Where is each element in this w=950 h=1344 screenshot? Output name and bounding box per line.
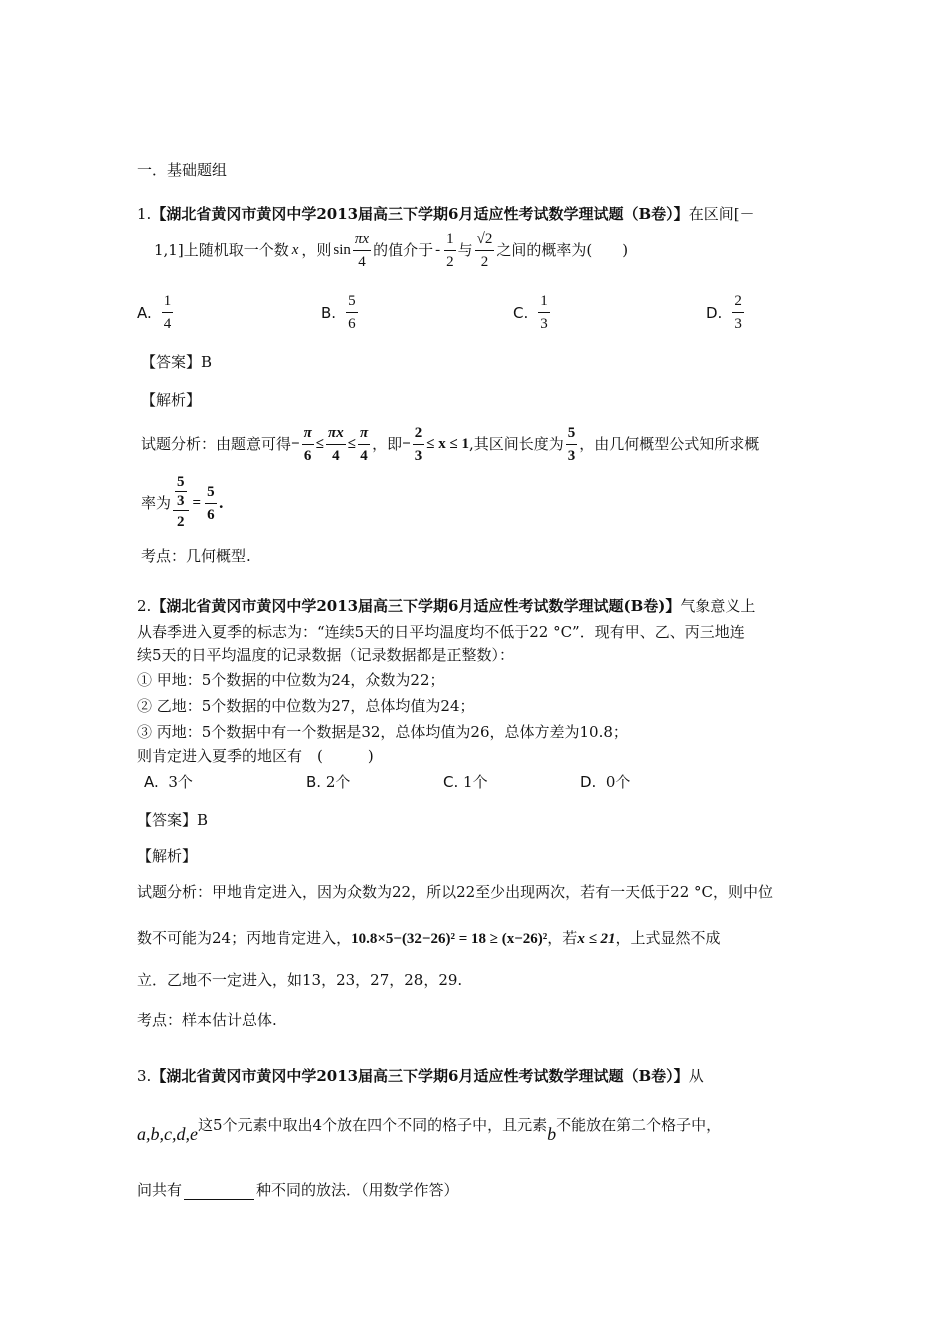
analysis-text: 试题分析：由题意可得 — [141, 435, 292, 453]
period: . — [218, 494, 224, 512]
inner-fraction — [175, 473, 187, 510]
option-text: 0个 — [605, 773, 631, 791]
stem-text: 之间的概率为( ) — [496, 241, 629, 259]
option-b — [321, 290, 360, 335]
question-2-item1: ① 甲地：5个数据的中位数为24，众数为22； — [137, 671, 445, 689]
question-2-item3: ③ 丙地：5个数据中有一个数据是32，总体均值为26，总体方差为10.8； — [137, 723, 628, 741]
option-c — [443, 772, 488, 792]
fraction-pix-over-4 — [353, 228, 371, 273]
analysis-label-2: 【解析】 — [137, 847, 198, 865]
denominator: 3 — [540, 316, 548, 332]
numerator: 5 — [205, 481, 217, 504]
option-text: 2个 — [325, 773, 351, 791]
question-stem: 在区间[－ — [688, 205, 755, 223]
sin-function: sin — [333, 242, 351, 258]
fraction-pix-over-4 — [326, 422, 346, 467]
numerator: 5 — [177, 474, 185, 490]
denominator: 3 — [414, 447, 423, 464]
equals-sign: = — [192, 495, 202, 511]
denominator: 6 — [348, 316, 356, 332]
numerator — [173, 473, 189, 511]
option-label: D. — [580, 773, 597, 791]
fraction-two-thirds — [413, 422, 425, 467]
fraction-pi-over-4 — [358, 422, 370, 467]
numerator: 2 — [732, 290, 744, 313]
question-2-item2: ② 乙地：5个数据的中位数为27，总体均值为24； — [137, 697, 475, 715]
option-d — [580, 772, 630, 792]
fraction-pi-over-6 — [302, 422, 314, 467]
analysis-1-line1 — [141, 418, 759, 470]
numerator: π — [302, 422, 314, 445]
compound-fraction — [173, 473, 189, 533]
analysis-2-line3: 立．乙地不一定进入，如13，23，27，28，29. — [137, 971, 463, 989]
leq-sign: ≤ — [315, 436, 325, 452]
question-number: 1. — [137, 205, 152, 223]
option-label: A. — [144, 773, 159, 791]
element-b: b — [547, 1124, 557, 1144]
leq-sign: ≤ — [347, 436, 356, 452]
question-number: 2. — [137, 597, 152, 615]
option-a — [144, 772, 193, 792]
question-text: 种不同的放法．（用数学作答） — [256, 1181, 459, 1199]
option-label: C. — [443, 773, 459, 791]
question-text: 这5个元素中取出4个放在四个不同的格子中，且元素 — [197, 1116, 548, 1134]
question-text: 不能放在第二个格子中， — [556, 1116, 722, 1134]
analysis-text: ，上式显然不成 — [615, 929, 721, 947]
option-fraction — [162, 290, 174, 335]
option-d — [706, 290, 746, 335]
denominator: 4 — [332, 447, 340, 464]
minus-sign: - — [435, 242, 441, 258]
condition: x ≤ 21 — [577, 931, 616, 947]
option-label: B. — [306, 773, 322, 791]
question-number: 3. — [137, 1067, 152, 1085]
denominator: 4 — [163, 316, 172, 332]
element-list: a,b,c,d,e — [137, 1124, 198, 1144]
denominator: 4 — [360, 447, 368, 464]
analysis-text: ,其区间长度为 — [468, 435, 564, 453]
option-fraction — [346, 290, 358, 335]
question-source: 【湖北省黄冈市黄冈中学2013届高三下学期6月适应性考试数学理试题(B卷)】 — [151, 597, 681, 615]
option-b — [306, 772, 350, 792]
numerator: √2 — [475, 228, 495, 251]
question-1-stem — [154, 225, 628, 275]
denominator: 2 — [177, 514, 185, 530]
option-fraction — [538, 290, 550, 335]
numerator: 1 — [444, 228, 456, 251]
fraction-five-thirds — [566, 422, 578, 467]
question-2-header — [137, 596, 755, 616]
denominator: 2 — [480, 253, 489, 270]
point-1: 考点：几何概型. — [141, 547, 251, 565]
question-source: 【湖北省黄冈市黄冈中学2013届高三下学期6月适应性考试数学理试题（B卷）】 — [151, 205, 689, 223]
answer-2: 【答案】B — [137, 811, 209, 829]
fraction-five-sixths — [205, 481, 217, 526]
analysis-2-line2 — [137, 928, 721, 949]
variance-formula: 10.8×5−(32−26)² = 18 ≥ (x−26)² — [351, 931, 548, 947]
fraction-sqrt2-over-2 — [475, 228, 495, 273]
analysis-text: 率为 — [141, 494, 172, 512]
question-3-line2 — [137, 1114, 722, 1144]
option-label: B. — [321, 303, 337, 322]
question-text: 问共有 — [137, 1181, 183, 1199]
question-2-line2: 从春季进入夏季的标志为：“连续5天的日平均温度均不低于22 °C”．现有甲、乙、丙三地连 — [137, 623, 745, 641]
stem-text: ，则 — [301, 241, 332, 259]
option-c — [513, 290, 552, 335]
numerator: 1 — [538, 290, 550, 313]
denominator: 3 — [734, 316, 742, 332]
question-stem: 气象意义上 — [680, 597, 756, 615]
option-label: A. — [137, 303, 152, 322]
question-2-prompt: 则肯定进入夏季的地区有 ( ) — [137, 747, 374, 765]
variable-x: x — [291, 242, 299, 258]
answer-1: 【答案】B — [141, 353, 213, 371]
question-3-header — [137, 1066, 704, 1086]
analysis-text: ，由几何概型公式知所求概 — [579, 435, 760, 453]
minus-sign: − — [402, 436, 411, 452]
numerator: π — [358, 422, 370, 445]
denominator: 4 — [358, 253, 366, 270]
denominator: 3 — [177, 493, 185, 509]
section-title: 一．基础题组 — [137, 161, 228, 179]
stem-text: 的值介于 — [373, 241, 434, 259]
numerator: πx — [353, 228, 371, 251]
analysis-text: 数不可能为24；丙地肯定进入， — [137, 929, 352, 947]
analysis-text: ，即 — [372, 435, 403, 453]
numerator: 5 — [346, 290, 358, 313]
analysis-2-line1: 试题分析：甲地肯定进入，因为众数为22，所以22至少出现两次，若有一天低于22 °C，则中位 — [137, 883, 774, 901]
numerator: 2 — [413, 422, 425, 445]
option-text: 1个 — [463, 773, 488, 791]
question-2-line3: 续5天的日平均温度的记录数据（记录数据都是正整数）： — [137, 646, 515, 664]
numerator: 5 — [566, 422, 578, 445]
minus-sign: − — [291, 436, 300, 452]
question-1-header — [137, 204, 755, 224]
analysis-label-1: 【解析】 — [141, 391, 202, 409]
answer-blank[interactable] — [184, 1183, 254, 1200]
analysis-text: ，若 — [547, 929, 578, 947]
denominator: 6 — [207, 506, 215, 523]
question-source: 【湖北省黄冈市黄冈中学2013届高三下学期6月适应性考试数学理试题（B卷）】 — [151, 1067, 689, 1085]
option-fraction — [732, 290, 744, 335]
option-text: 3个 — [168, 773, 193, 791]
denominator: 6 — [303, 447, 312, 464]
option-a — [137, 290, 175, 335]
stem-text: 与 — [457, 241, 473, 259]
stem-text: 1,1]上随机取一个数 — [154, 241, 289, 259]
question-stem: 从 — [688, 1067, 704, 1085]
option-label: C. — [513, 303, 529, 322]
numerator: 1 — [162, 290, 174, 313]
option-label: D. — [706, 303, 723, 322]
denominator: 2 — [446, 253, 454, 270]
denominator: 3 — [567, 447, 576, 464]
question-3-line3 — [137, 1180, 459, 1200]
numerator: πx — [326, 422, 346, 445]
analysis-1-line2 — [141, 470, 224, 536]
fraction-one-half — [444, 228, 456, 273]
point-2: 考点：样本估计总体. — [137, 1011, 277, 1029]
inequality-x: ≤ x ≤ 1 — [426, 436, 469, 452]
